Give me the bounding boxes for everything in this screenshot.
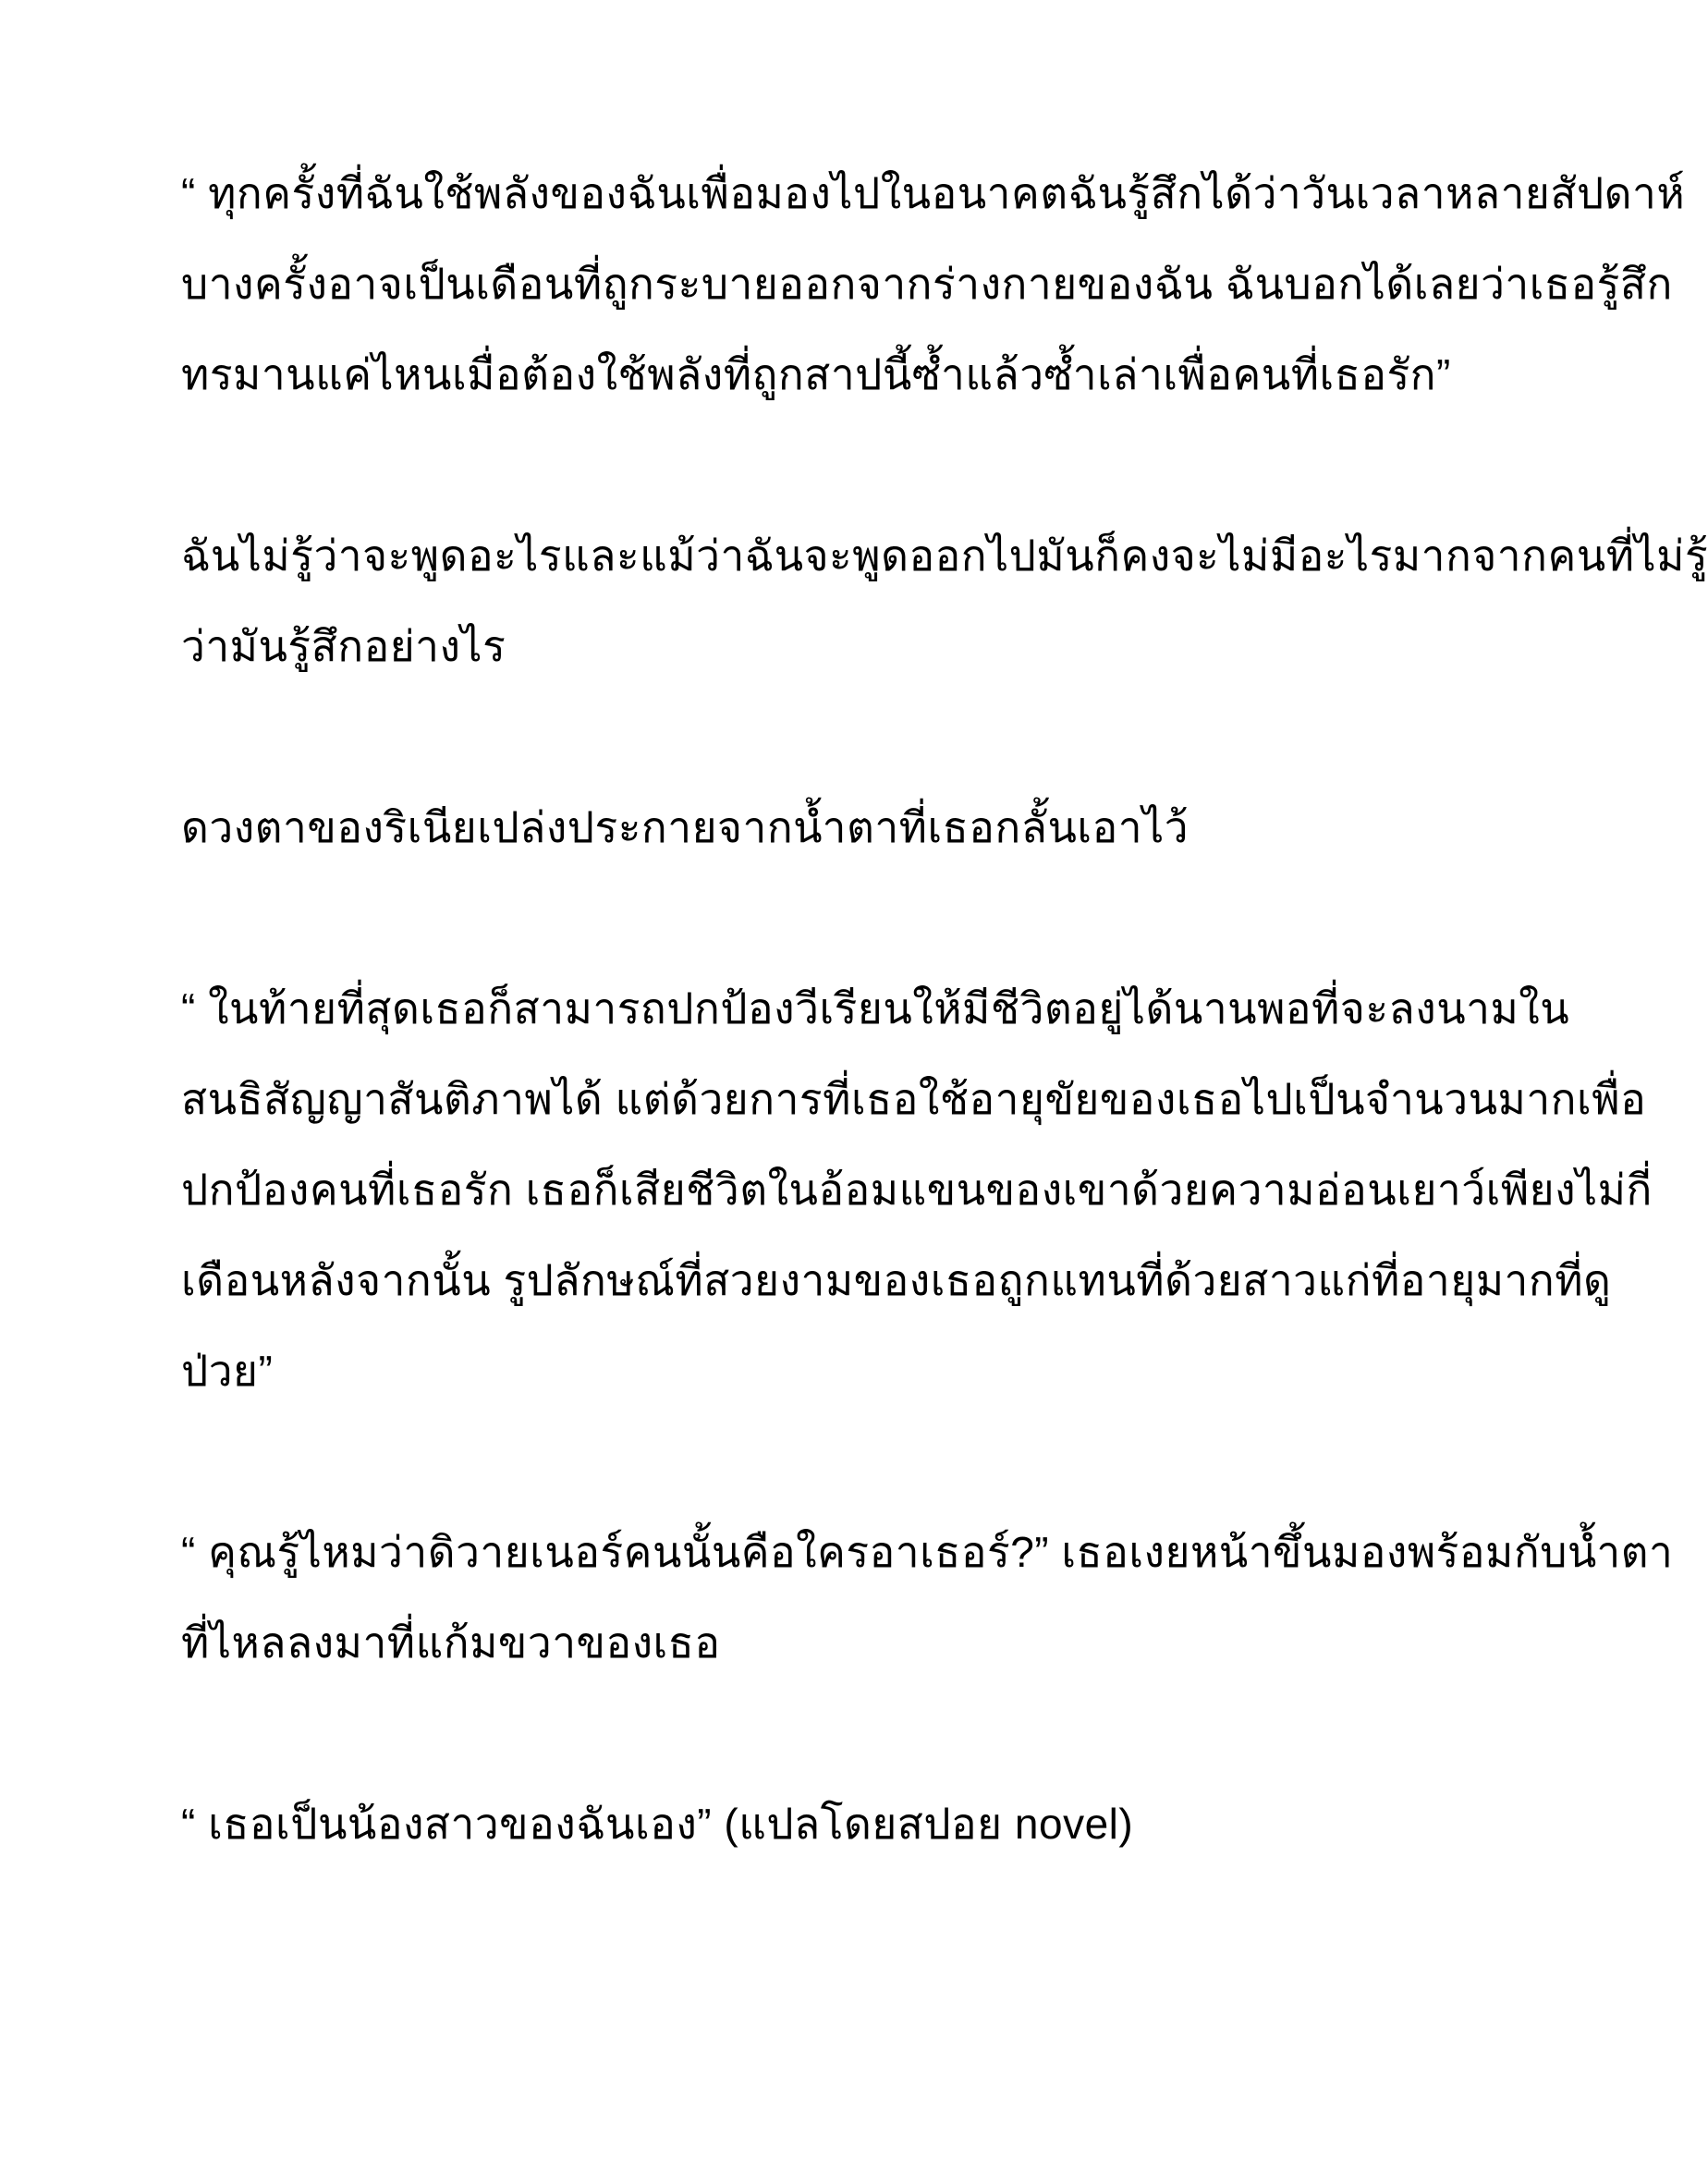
- text-line: ว่ามันรู้สึกอย่างไร: [181, 622, 506, 670]
- text-line: “ ในท้ายที่สุดเธอก็สามารถปกป้องวีเรียนให้มีชีวิตอยู่ได้นานพอที่จะลงนามใน: [181, 984, 1570, 1032]
- text-line: ทรมานแค่ไหนเมื่อต้องใช้พลังที่ถูกสาปนี้ซ้ำแล้วซ้ำเล่าเพื่อคนที่เธอรัก”: [181, 350, 1451, 398]
- text-line: “ ทุกครั้งที่ฉันใช้พลังของฉันเพื่อมองไปในอนาคตฉันรู้สึกได้ว่าวันเวลาหลายสัปดาห์: [181, 169, 1686, 217]
- text-line: ฉันไม่รู้ว่าจะพูดอะไรและแม้ว่าฉันจะพูดออกไปมันก็คงจะไม่มีอะไรมากจากคนที่ไม่รู้: [181, 531, 1708, 580]
- text-line: “ เธอเป็นน้องสาวของฉันเอง” (แปลโดยสปอย novel): [181, 1800, 1134, 1848]
- paragraph-narration-eyes: [181, 782, 1409, 873]
- paragraph-quote-answer: [181, 1778, 1409, 1869]
- text-line: เดือนหลังจากนั้น รูปลักษณ์ที่สวยงามของเธอถูกแทนที่ด้วยสาวแก่ที่อายุมากที่ดู: [181, 1256, 1612, 1304]
- text-line: “ คุณรู้ไหมว่าดิวายเนอร์คนนั้นคือใครอาเธอร์?” เธอเงยหน้าขึ้นมองพร้อมกับน้ำตา: [181, 1528, 1674, 1576]
- text-line: ป่วย”: [181, 1347, 274, 1395]
- paragraph-quote-sacrifice: [181, 963, 1653, 1416]
- text-line: ดวงตาของริเนียเปล่งประกายจากน้ำตาที่เธอกลั้นเอาไว้: [181, 803, 1190, 851]
- text-line: สนธิสัญญาสันติภาพได้ แต่ด้วยการที่เธอใช้อายุขัยของเธอไปเป็นจำนวนมากเพื่อ: [181, 1075, 1647, 1123]
- paragraph-quote-question: [181, 1507, 1674, 1688]
- text-line: บางครั้งอาจเป็นเดือนที่ถูกระบายออกจากร่างกายของฉัน ฉันบอกได้เลยว่าเธอรู้สึก: [181, 260, 1673, 308]
- paragraph-quote-power: [181, 148, 1686, 420]
- text-line: ที่ไหลลงมาที่แก้มขวาของเธอ: [181, 1618, 721, 1667]
- paragraph-narration-speechless: [181, 510, 1708, 691]
- text-line: ปกป้องคนที่เธอรัก เธอก็เสียชีวิตในอ้อมแขนของเขาด้วยความอ่อนเยาว์เพียงไม่กี่: [181, 1166, 1653, 1214]
